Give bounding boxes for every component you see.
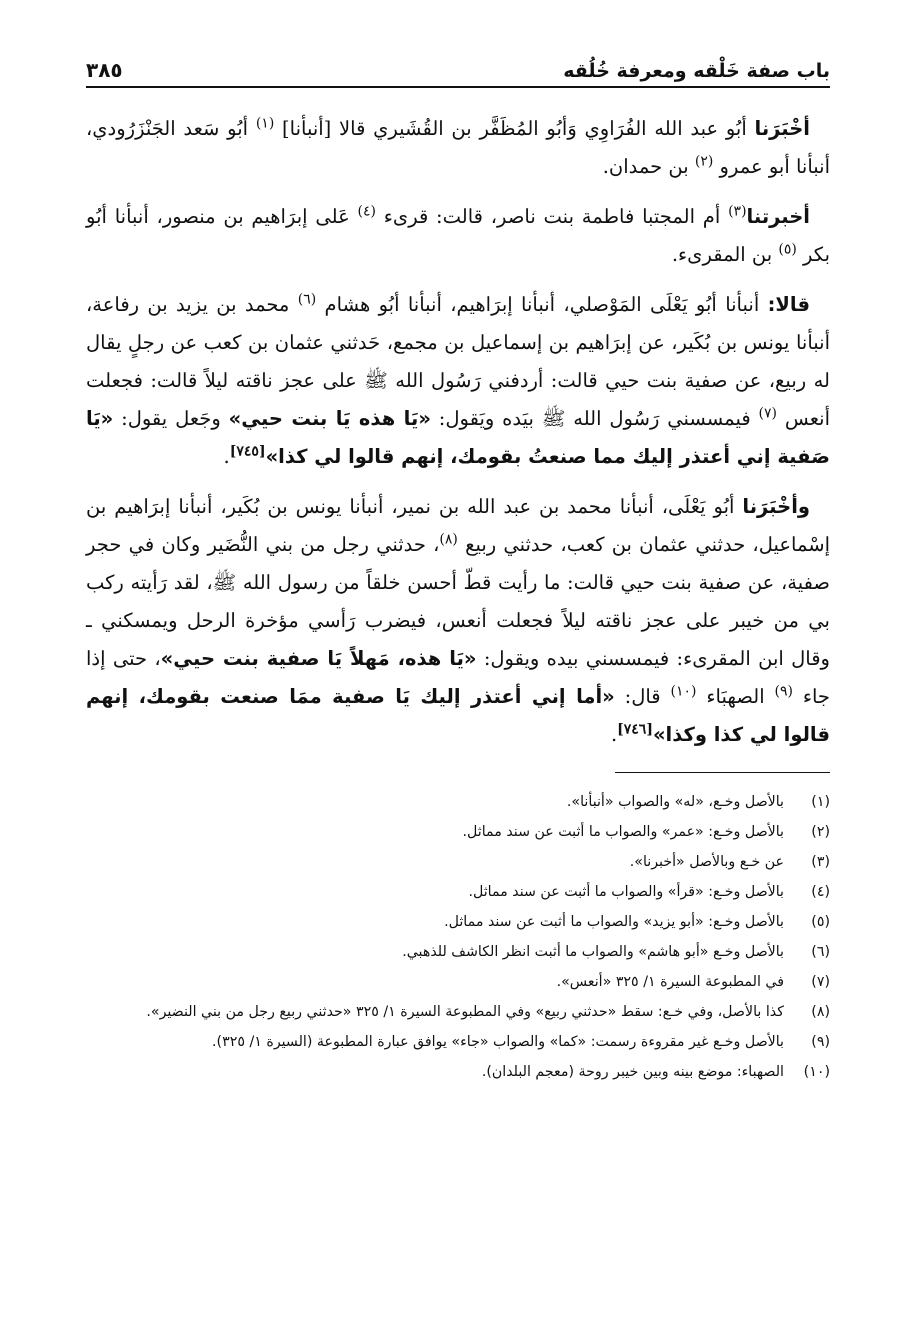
hadith-quote: «يَا هذه يَا بنت حيي» (228, 407, 431, 430)
paragraph-4 (86, 488, 830, 754)
footnote-item (86, 787, 830, 817)
paragraph-lead: أخبرتنا (746, 205, 810, 228)
text-segment: محمد بن يزيد بن رفاعة، أنبأنا يونس بن بُكَير، عن إبرَاهيم بن إسماعيل بن مجمع، حَدثني عثمان بن كعب عن رجلٍ يقال له ربيع، عن صفية بنت حيي قالت: أردفني رَسُول الله ﷺ على عجز ناقته ليلاً قالت: فجعلت أنعس (86, 293, 830, 430)
text-segment: أم المجتبا فاطمة بنت ناصر، قالت: قرىء (375, 205, 729, 228)
paragraph-lead: وأخْبَرَنا (742, 495, 810, 518)
hadith-number: [٧٤٦] (617, 721, 653, 738)
footnote-marker[interactable]: (١٠) (670, 683, 697, 700)
footnote-item (86, 1027, 830, 1057)
footnote-number: (١) (811, 794, 830, 810)
text-segment: قال: (614, 685, 671, 708)
text-segment: أبُو عبد الله الفُرَاوِي وَأبُو المُظَفَّر بن القُشَيري قالا [أنبأنا] (274, 117, 755, 140)
hadith-quote: «أما إني أعتذر إليك يَا صفية ممَا صنعت بقومك، إنهم قالوا لي كذا وكذا» (86, 685, 830, 746)
running-header (86, 42, 830, 88)
paragraph-1 (86, 110, 830, 186)
footnote-item (86, 1057, 830, 1087)
footnote-text: بالأصل وخـع «أبو هاشم» والصواب ما أثبت انظر الكاشف للذهبي. (402, 944, 784, 960)
footnote-number: (٤) (811, 884, 830, 900)
footnote-number: (٦) (811, 944, 830, 960)
text-segment: وجَعل يقول: (113, 407, 229, 430)
main-text (86, 110, 830, 754)
footnote-marker[interactable]: (٤) (357, 203, 376, 220)
footnote-marker[interactable]: (٩) (774, 683, 793, 700)
footnote-item (86, 907, 830, 937)
chapter-title: باب صفة خَلْقه ومعرفة خُلُقه (563, 60, 830, 82)
footnote-number: (١٠) (803, 1064, 830, 1080)
footnote-item (86, 817, 830, 847)
footnote-item (86, 967, 830, 997)
footnote-marker[interactable]: (٧) (758, 405, 778, 422)
book-page (86, 42, 830, 1295)
footnote-marker[interactable]: (٨) (439, 531, 458, 548)
paragraph-2 (86, 198, 830, 274)
footnote-text: بالأصل وخـع: «عمر» والصواب ما أثبت عن سند مماثل. (462, 824, 784, 840)
text-segment: الصهبَاء (696, 685, 775, 708)
footnote-number: (٢) (811, 824, 830, 840)
paragraph-3 (86, 286, 830, 476)
hadith-quote: «يَا هذه، مَهلاً يَا صفية بنت حيي» (160, 647, 477, 670)
text-segment: ، حتى إذا جاء (86, 647, 830, 708)
footnote-marker[interactable]: (٢) (694, 153, 714, 170)
footnote-text: بالأصل وخـع غير مقروءة رسمت: «كما» والصواب «جاء» يوافق عبارة المطبوعة (السيرة ١/ ٣٢٥). (212, 1034, 784, 1050)
paragraph-lead: أخْبَرَنا (754, 117, 810, 140)
text-segment: عَلى إبرَاهيم بن منصور، أنبأنا أبُو بكر (86, 205, 830, 266)
text-segment: ، حدثني رجل من بني النُّضَير وكان في حجر صفية، عن صفية بنت حيي قالت: ما رأيت قطّ أحسن خلقاً من رسول الله ﷺ، لقد رَأيته ركب بي من خيبر على عجز ناقته ليلاً فجعلت أنعس، فيضرب رَأسي مؤخرة الرحل ويمسكني ـ وقال ابن المقرىء: فيمسسني بيده ويقول: (86, 533, 830, 670)
footnote-text: بالأصل وخـع، «له» والصواب «أنبأنا». (566, 794, 784, 810)
footnote-text: كذا بالأصل، وفي خـع: سقط «حدثني ربيع» وفي المطبوعة السيرة ١/ ٣٢٥ «حدثني ربيع رجل من بني النضير». (146, 1004, 784, 1020)
footnote-number: (٩) (811, 1034, 830, 1050)
text-segment: أنبأنا أبُو يَعْلَى المَوْصلي، أنبأنا إبرَاهيم، أنبأنا أبُو هشام (316, 293, 768, 316)
hadith-number: [٧٤٥] (229, 443, 266, 460)
footnote-number: (٧) (811, 974, 830, 990)
footnote-item (86, 847, 830, 877)
footnote-marker[interactable]: (٥) (778, 241, 797, 258)
page-number: ٣٨٥ (86, 58, 123, 82)
footnote-text: الصهباء: موضع بينه وبين خيبر روحة (معجم البلدان). (481, 1064, 784, 1080)
footnote-text: بالأصل وخـع: «أبو يزيد» والصواب ما أثبت عن سند مماثل. (444, 914, 784, 930)
footnote-divider (615, 772, 830, 773)
text-segment: أبُو سَعد الجَنْزَرُودي، أنبأنا أبو عمرو (86, 117, 830, 178)
footnote-number: (٨) (811, 1004, 830, 1020)
text-segment: فيمسسني رَسُول الله ﷺ بيَده ويَقول: (430, 407, 759, 430)
text-segment: . (610, 723, 618, 746)
text-segment: أبُو يَعْلَى، أنبأنا محمد بن عبد الله بن نمير، أنبأنا يونس بن بُكَير، أنبأنا إبرَاهيم بن إسْماعيل، حدثني عثمان بن كعب، حدثني ربيع (86, 495, 830, 556)
footnote-text: عن خـع وبالأصل «أخبرنا». (629, 854, 784, 870)
footnote-item (86, 997, 830, 1027)
text-segment: بن المقرىء. (671, 243, 779, 266)
footnote-text: بالأصل وخـع: «قرأ» والصواب ما أثبت عن سند مماثل. (468, 884, 784, 900)
footnote-number: (٥) (811, 914, 830, 930)
footnote-number: (٣) (811, 854, 830, 870)
footnote-text: في المطبوعة السيرة ١/ ٣٢٥ «أنعس». (556, 974, 784, 990)
footnote-item (86, 937, 830, 967)
text-segment: . (223, 445, 230, 468)
paragraph-lead: قالا: (767, 293, 810, 316)
footnote-item (86, 877, 830, 907)
footnote-marker[interactable]: (٣) (728, 203, 747, 220)
text-segment: بن حمدان. (602, 155, 695, 178)
hadith-quote: «يَا صَفية إني أعتذر إليك مما صنعتُ بقومك، إنهم قالوا لي كذا» (86, 407, 830, 468)
footnote-marker[interactable]: (٦) (297, 291, 317, 308)
footnote-marker[interactable]: (١) (255, 115, 275, 132)
footnotes (86, 787, 830, 1087)
